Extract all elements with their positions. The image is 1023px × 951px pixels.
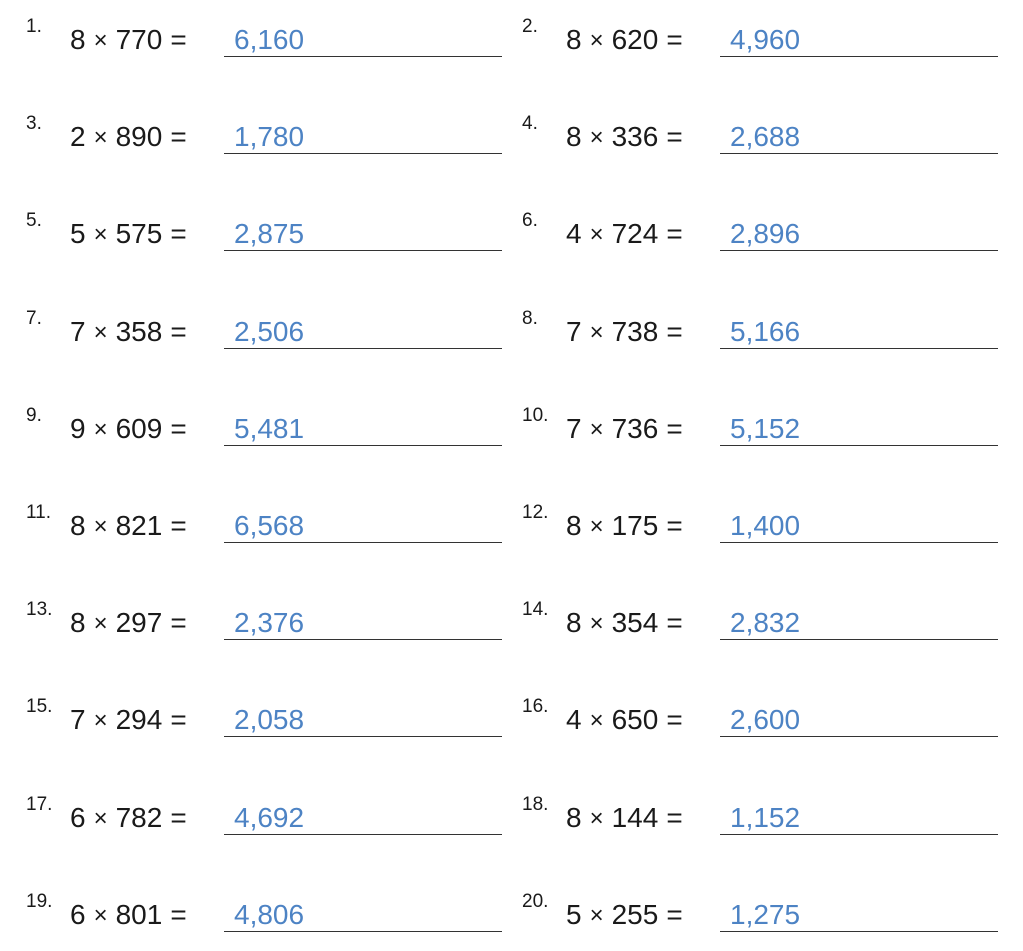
- answer-line: [720, 153, 998, 154]
- factor-b: 724: [611, 218, 659, 250]
- problem-expression: [566, 413, 691, 445]
- problem-item: [522, 690, 998, 750]
- factor-a: 7: [70, 315, 86, 347]
- problem-item: [26, 788, 502, 848]
- factor-a: 7: [566, 315, 582, 347]
- multiply-sign: ×: [93, 901, 108, 929]
- factor-b: 575: [115, 218, 163, 250]
- factor-a: 8: [566, 24, 582, 55]
- multiply-sign: ×: [589, 804, 604, 832]
- problem-item: [26, 302, 502, 362]
- problem-expression: [70, 510, 195, 542]
- problem-expression: [566, 24, 691, 56]
- problem-item: [26, 204, 502, 264]
- problem-item: [522, 302, 998, 362]
- equals-sign: =: [666, 121, 683, 153]
- factor-b: 770: [115, 24, 163, 55]
- answer-line: [224, 639, 502, 640]
- problem-number: 10.: [522, 404, 549, 426]
- answer-line: [224, 445, 502, 446]
- answer-value: 1,152: [730, 801, 801, 833]
- problem-item: [522, 10, 998, 70]
- problem-expression: [566, 802, 691, 834]
- problem-item: [26, 399, 502, 459]
- answer-line: [224, 542, 502, 543]
- multiply-sign: ×: [93, 804, 108, 832]
- problem-expression: [70, 607, 195, 639]
- problem-number: 15.: [26, 696, 53, 718]
- equals-sign: =: [666, 412, 683, 444]
- multiply-sign: ×: [93, 27, 108, 54]
- factor-b: 821: [115, 510, 163, 541]
- answer-value: 4,692: [234, 801, 305, 833]
- answer-value: 4,960: [730, 24, 801, 55]
- factor-a: 6: [70, 801, 86, 833]
- problem-number: 17.: [26, 793, 53, 815]
- multiply-sign: ×: [589, 901, 604, 929]
- answer-line: [224, 931, 502, 932]
- equals-sign: =: [666, 898, 683, 930]
- equals-sign: =: [666, 218, 683, 250]
- equals-sign: =: [666, 24, 683, 55]
- answer-line: [720, 250, 998, 251]
- equals-sign: =: [170, 607, 187, 639]
- answer-value: 2,875: [234, 218, 305, 250]
- answer-line: [720, 348, 998, 349]
- answer-value: 5,481: [234, 412, 305, 444]
- problem-number: 4.: [522, 113, 538, 135]
- answer-value: 1,780: [234, 121, 305, 153]
- factor-a: 8: [70, 24, 86, 55]
- problem-expression: [566, 218, 691, 250]
- problem-number: 19.: [26, 890, 53, 912]
- problem-number: 8.: [522, 307, 538, 329]
- factor-b: 358: [115, 315, 163, 347]
- problem-item: [26, 496, 502, 556]
- factor-b: 782: [115, 801, 163, 833]
- problem-item: [522, 885, 998, 945]
- problem-expression: [566, 316, 691, 348]
- answer-line: [224, 250, 502, 251]
- problem-expression: [566, 607, 691, 639]
- factor-b: 354: [611, 607, 659, 639]
- problem-item: [522, 593, 998, 653]
- problem-number: 12.: [522, 502, 549, 523]
- multiply-sign: ×: [589, 221, 604, 249]
- factor-a: 7: [566, 412, 582, 444]
- answer-line: [720, 542, 998, 543]
- answer-value: 5,166: [730, 315, 801, 347]
- equals-sign: =: [170, 121, 187, 153]
- multiply-sign: ×: [589, 610, 604, 638]
- multiply-sign: ×: [589, 707, 604, 735]
- multiply-sign: ×: [93, 513, 108, 540]
- equals-sign: =: [170, 801, 187, 833]
- multiply-sign: ×: [93, 318, 108, 346]
- equals-sign: =: [170, 704, 187, 736]
- answer-value: 2,058: [234, 704, 305, 736]
- problem-item: [522, 496, 998, 556]
- problem-item: [522, 204, 998, 264]
- answer-value: 2,506: [234, 315, 305, 347]
- factor-a: 8: [566, 801, 582, 833]
- equals-sign: =: [170, 412, 187, 444]
- answer-line: [224, 153, 502, 154]
- answer-value: 2,688: [730, 121, 801, 153]
- equals-sign: =: [170, 315, 187, 347]
- factor-a: 2: [70, 121, 86, 153]
- factor-a: 7: [70, 704, 86, 736]
- factor-a: 5: [70, 218, 86, 250]
- equals-sign: =: [170, 218, 187, 250]
- problem-number: 16.: [522, 696, 549, 718]
- factor-b: 890: [115, 121, 163, 153]
- factor-b: 255: [611, 898, 659, 930]
- multiply-sign: ×: [589, 415, 604, 443]
- problem-expression: [70, 121, 195, 153]
- problem-number: 13.: [26, 599, 53, 621]
- factor-a: 8: [566, 607, 582, 639]
- equals-sign: =: [170, 24, 187, 55]
- answer-value: 1,275: [730, 898, 801, 930]
- factor-b: 736: [611, 412, 659, 444]
- factor-a: 8: [566, 510, 582, 541]
- problem-number: 18.: [522, 793, 549, 815]
- answer-value: 6,160: [234, 24, 305, 55]
- answer-value: 4,806: [234, 898, 305, 930]
- equals-sign: =: [170, 510, 187, 541]
- problem-expression: [566, 704, 691, 736]
- answer-line: [720, 445, 998, 446]
- equals-sign: =: [666, 607, 683, 639]
- answer-line: [224, 834, 502, 835]
- multiply-sign: ×: [93, 610, 108, 638]
- factor-b: 144: [611, 801, 659, 833]
- factor-a: 4: [566, 704, 582, 736]
- problem-number: 2.: [522, 16, 538, 37]
- problem-item: [522, 788, 998, 848]
- problem-expression: [70, 704, 195, 736]
- multiply-sign: ×: [93, 221, 108, 249]
- factor-b: 801: [115, 898, 163, 930]
- problem-number: 5.: [26, 210, 42, 232]
- multiply-sign: ×: [589, 124, 604, 152]
- factor-b: 294: [115, 704, 163, 736]
- multiply-sign: ×: [93, 707, 108, 735]
- answer-value: 6,568: [234, 510, 305, 541]
- factor-b: 609: [115, 412, 163, 444]
- problem-expression: [566, 899, 691, 931]
- answer-value: 2,896: [730, 218, 801, 250]
- problem-item: [26, 690, 502, 750]
- factor-b: 297: [115, 607, 163, 639]
- problem-number: 1.: [26, 16, 42, 37]
- answer-line: [720, 56, 998, 57]
- multiply-sign: ×: [93, 415, 108, 443]
- answer-value: 2,832: [730, 607, 801, 639]
- equals-sign: =: [666, 510, 683, 541]
- factor-a: 6: [70, 898, 86, 930]
- answer-value: 1,400: [730, 510, 801, 541]
- problem-item: [522, 107, 998, 167]
- answer-line: [720, 736, 998, 737]
- factor-a: 4: [566, 218, 582, 250]
- multiply-sign: ×: [589, 513, 604, 540]
- problem-item: [26, 10, 502, 70]
- factor-a: 8: [566, 121, 582, 153]
- problem-expression: [70, 24, 195, 56]
- problem-expression: [70, 413, 195, 445]
- factor-a: 8: [70, 607, 86, 639]
- equals-sign: =: [666, 801, 683, 833]
- multiply-sign: ×: [589, 318, 604, 346]
- multiply-sign: ×: [93, 124, 108, 152]
- problem-item: [26, 885, 502, 945]
- problem-number: 7.: [26, 307, 42, 329]
- problem-expression: [70, 218, 195, 250]
- factor-b: 738: [611, 315, 659, 347]
- problem-item: [522, 399, 998, 459]
- factor-b: 336: [611, 121, 659, 153]
- factor-b: 620: [611, 24, 659, 55]
- problem-expression: [70, 899, 195, 931]
- answer-line: [720, 639, 998, 640]
- problem-number: 14.: [522, 599, 549, 621]
- answer-value: 2,376: [234, 607, 305, 639]
- problem-expression: [70, 802, 195, 834]
- answer-value: 2,600: [730, 704, 801, 736]
- factor-b: 650: [611, 704, 659, 736]
- answer-line: [720, 834, 998, 835]
- problem-expression: [566, 510, 691, 542]
- problem-number: 3.: [26, 113, 42, 135]
- problem-expression: [566, 121, 691, 153]
- problem-number: 11.: [26, 502, 52, 523]
- equals-sign: =: [666, 315, 683, 347]
- answer-line: [224, 736, 502, 737]
- answer-line: [224, 56, 502, 57]
- problem-item: [26, 593, 502, 653]
- answer-value: 5,152: [730, 412, 801, 444]
- equals-sign: =: [666, 704, 683, 736]
- factor-a: 9: [70, 412, 86, 444]
- problem-number: 20.: [522, 890, 549, 912]
- factor-b: 175: [611, 510, 659, 541]
- problem-expression: [70, 316, 195, 348]
- factor-a: 5: [566, 898, 582, 930]
- equals-sign: =: [170, 898, 187, 930]
- answer-line: [224, 348, 502, 349]
- problem-number: 9.: [26, 404, 42, 426]
- multiply-sign: ×: [589, 27, 604, 54]
- answer-line: [720, 931, 998, 932]
- problem-number: 6.: [522, 210, 538, 232]
- factor-a: 8: [70, 510, 86, 541]
- problem-item: [26, 107, 502, 167]
